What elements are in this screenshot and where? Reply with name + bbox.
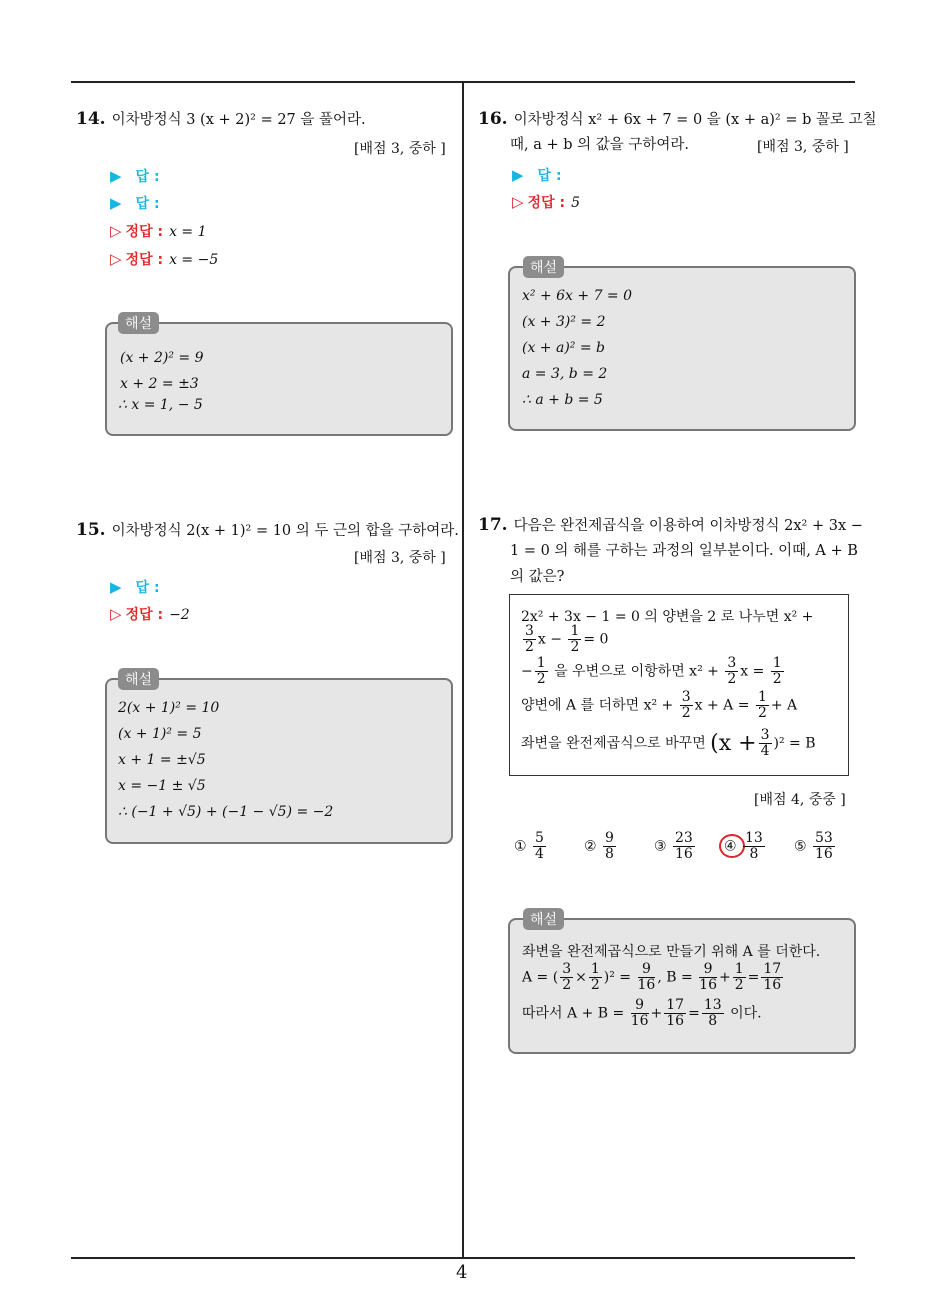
outline-triangle-icon: ▷ xyxy=(512,193,524,211)
outline-triangle-icon: ▷ xyxy=(110,250,122,268)
q15-sol-line-1: 2(x + 1)² = 10 xyxy=(118,700,220,716)
q17-choice-2[interactable]: ② $\frac{9}{8}$ xyxy=(584,830,614,862)
q17-solution-tag: 해설 xyxy=(523,908,564,930)
q14-solution-tag: 해설 xyxy=(118,312,159,334)
q17-text-line-1: 17. 다음은 완전제곱식을 이용하여 이차방정식 2x² + 3x − xyxy=(478,515,863,535)
q17-text-line-2: 1 = 0 의 해를 구하는 과정의 일부분이다. 이때, A + B xyxy=(510,543,858,559)
q17-choice-3[interactable]: ③ $\frac{23}{16}$ xyxy=(654,830,693,862)
q16-number: 16. xyxy=(478,109,508,129)
fraction: $\frac{1}{2}$ xyxy=(772,655,782,687)
q17-box-line-1: 2x² + 3x − 1 = 0 의 양변을 2 로 나누면 x² + xyxy=(521,609,814,625)
q16-text-line-2: 때, a + b 의 값을 구하여라. xyxy=(510,137,690,153)
outline-triangle-icon: ▷ xyxy=(110,222,122,240)
q14-answer-1[interactable]: ▶ 답 : xyxy=(110,167,160,185)
q17-box-line-4: 양변에 A 를 더하면 x² + $\frac{3}{2}$ x + A = $\frac{1}{2}$ + A xyxy=(521,689,798,721)
q15-prompt: 이차방정식 2(x + 1)² = 10 의 두 근의 합을 구하여라. xyxy=(111,523,459,539)
outline-triangle-icon: ▷ xyxy=(110,605,122,623)
q14-sol-line-2: x + 2 = ±3 xyxy=(120,376,199,392)
fraction: $\frac{3}{2}$ xyxy=(727,655,737,687)
q17-meta: [배점 4, 중중 ] xyxy=(754,792,846,808)
q15-sol-line-3: x + 1 = ±√5 xyxy=(118,752,206,768)
q16-solution-tag: 해설 xyxy=(523,256,564,278)
q14-answer-2[interactable]: ▶ 답 : xyxy=(110,194,160,212)
q17-box-line-5: 좌변을 완전제곱식으로 바꾸면 (x + $\frac{3}{4}$ )² = B xyxy=(521,727,816,759)
q15-text xyxy=(76,517,459,544)
column-divider xyxy=(462,82,464,1258)
q16-meta: [배점 3, 중하 ] xyxy=(757,139,849,155)
q17-box-line-3: − $\frac{1}{2}$ 을 우변으로 이항하면 x² + $\frac{3}{2}$ x = $\frac{1}{2}$ xyxy=(521,655,782,687)
q15-correct-1: ▷ 정답 : −2 xyxy=(110,605,190,623)
q14-correct-2: ▷ 정답 : x = −5 xyxy=(110,250,219,268)
q14-sol-line-3: ∴ x = 1, − 5 xyxy=(118,397,203,413)
fraction: $\frac{3}{4}$ xyxy=(760,727,770,759)
q14-prompt: 이차방정식 3 (x + 2)² = 27 을 풀어라. xyxy=(111,112,366,128)
q17-text-line-3: 의 값은? xyxy=(510,569,565,585)
play-icon: ▶ xyxy=(110,578,122,596)
q17-sol-line-3: 따라서 A + B = $\frac{9}{16}$ + $\frac{17}{16}$ = $\frac{13}{8}$ 이다. xyxy=(522,997,762,1029)
q17-box-line-2: $\frac{3}{2}$ x − $\frac{1}{2}$ = 0 xyxy=(525,623,609,655)
q15-solution-tag: 해설 xyxy=(118,668,159,690)
q14-text xyxy=(76,106,366,133)
q17-choice-1[interactable]: ① $\frac{5}{4}$ xyxy=(514,830,544,862)
q17-number: 17. xyxy=(478,515,508,535)
play-icon: ▶ xyxy=(110,194,122,212)
q17-sol-line-1: 좌변을 완전제곱식으로 만들기 위해 A 를 더한다. xyxy=(522,944,821,960)
q14-correct-1: ▷ 정답 : x = 1 xyxy=(110,222,207,240)
q15-number: 15. xyxy=(76,520,106,540)
fraction: $\frac{3}{2}$ xyxy=(525,623,534,655)
q15-sol-line-4: x = −1 ± √5 xyxy=(118,778,206,794)
q16-answer-1[interactable]: ▶ 답 : xyxy=(512,166,562,184)
q15-meta: [배점 3, 중하 ] xyxy=(354,550,446,566)
q16-sol-line-5: ∴ a + b = 5 xyxy=(522,392,603,408)
fraction: $\frac{1}{2}$ xyxy=(757,689,767,721)
q16-sol-line-3: (x + a)² = b xyxy=(522,340,606,356)
q16-correct-1: ▷ 정답 : 5 xyxy=(512,193,580,211)
q15-sol-line-2: (x + 1)² = 5 xyxy=(118,726,202,742)
fraction: $\frac{3}{2}$ xyxy=(681,689,691,721)
q16-sol-line-1: x² + 6x + 7 = 0 xyxy=(522,288,633,304)
q14-sol-line-1: (x + 2)² = 9 xyxy=(120,350,204,366)
play-icon: ▶ xyxy=(512,166,524,184)
bottom-rule xyxy=(71,1257,855,1259)
q16-sol-line-4: a = 3, b = 2 xyxy=(522,366,608,382)
q17-choice-4[interactable]: ④ $\frac{13}{8}$ xyxy=(724,830,763,862)
play-icon: ▶ xyxy=(110,167,122,185)
q17-choice-5[interactable]: ⑤ $\frac{53}{16}$ xyxy=(794,830,833,862)
page-number: 4 xyxy=(456,1262,468,1283)
q15-sol-line-5: ∴ (−1 + √5) + (−1 − √5) = −2 xyxy=(118,804,334,820)
q16-text-line-1: 16. 이차방정식 x² + 6x + 7 = 0 을 (x + a)² = b 꼴로 고칠 xyxy=(478,109,877,129)
q14-meta: [배점 3, 중하 ] xyxy=(354,141,446,157)
fraction: $\frac{1}{2}$ xyxy=(570,623,580,655)
q17-sol-line-2: A = ( $\frac{3}{2}$ × $\frac{1}{2}$ )² = $\frac{9}{16}$ , B = $\frac{9}{16}$ + $\frac{1}{2}$ = $\frac{17}{16}$ xyxy=(522,961,782,993)
fraction: $\frac{1}{2}$ xyxy=(536,655,546,687)
q15-answer-1[interactable]: ▶ 답 : xyxy=(110,578,160,596)
q14-number: 14. xyxy=(76,109,106,129)
q16-sol-line-2: (x + 3)² = 2 xyxy=(522,314,606,330)
